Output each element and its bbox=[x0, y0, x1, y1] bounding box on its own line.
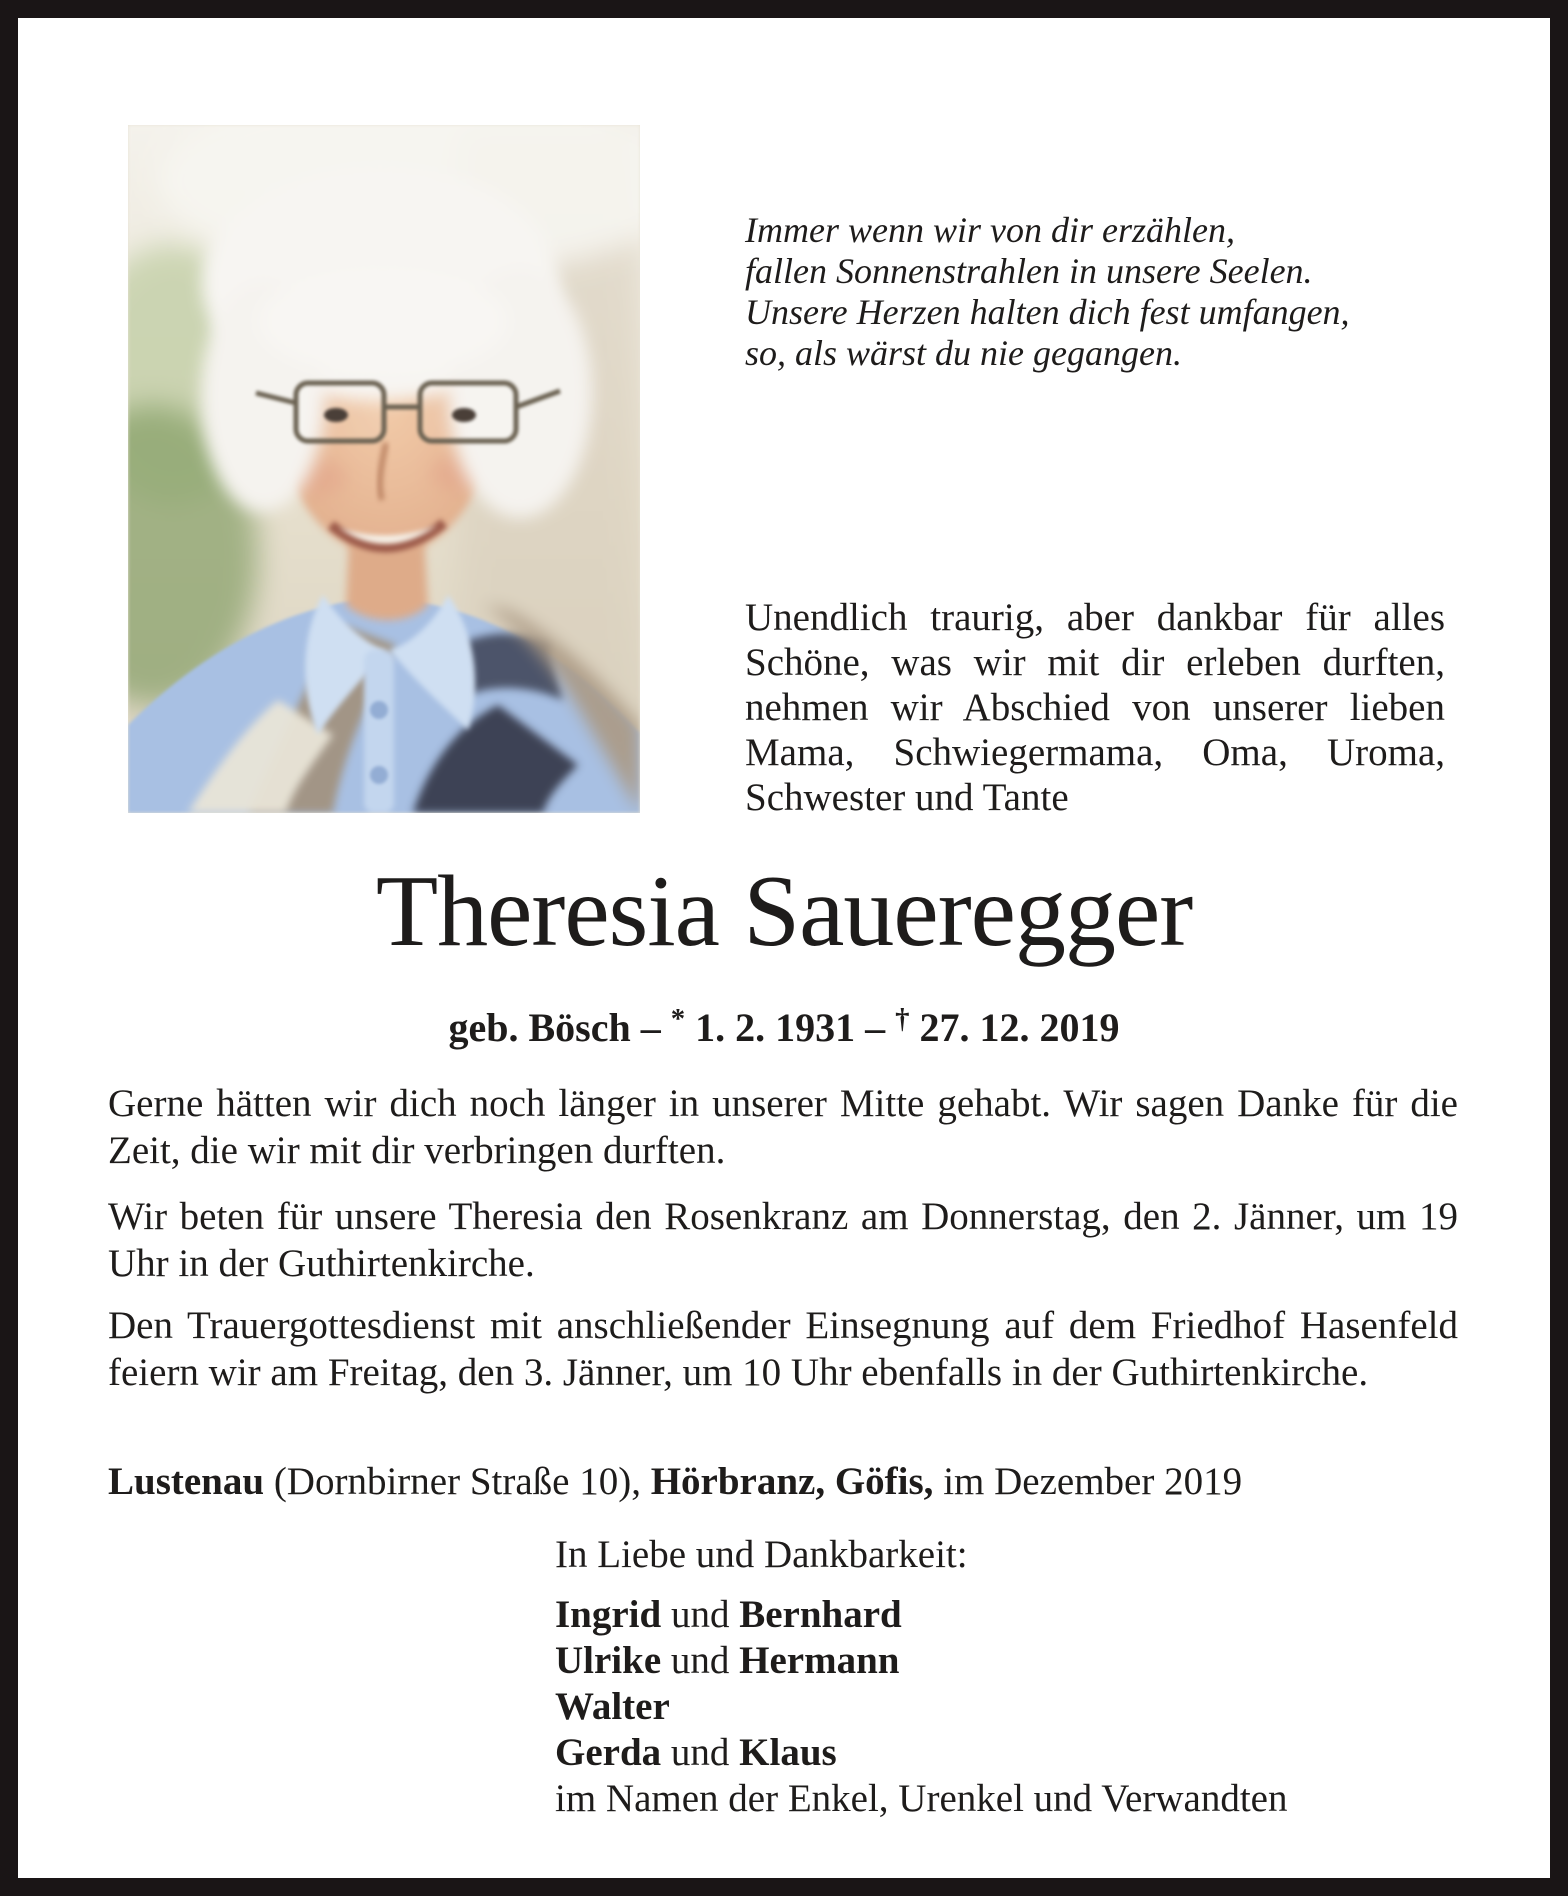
mourner-line: Walter bbox=[555, 1685, 670, 1728]
portrait-photo bbox=[128, 125, 640, 813]
closing-block bbox=[555, 1532, 1287, 1822]
mourner-line: Ulrike und Hermann bbox=[555, 1639, 900, 1682]
birth-death-line: geb. Bösch – * 1. 2. 1931 – † 27. 12. 2019 bbox=[448, 1003, 1120, 1050]
mourner-line: Gerda und Klaus bbox=[555, 1731, 837, 1774]
farewell-intro: Unendlich traurig, aber dankbar für alles Schöne, was wir mit dir erleben durften, nehmen wir Abschied von unserer lieben Mama, Schwiegermama, Oma, Uroma, Schwester und Tante bbox=[745, 596, 1445, 819]
poem-line: Unsere Herzen halten dich fest umfangen, bbox=[745, 292, 1350, 332]
portrait-photo-illustration bbox=[128, 125, 640, 813]
memorial-poem bbox=[745, 210, 1350, 374]
rosary-announcement: Wir beten für unsere Theresia den Rosenkranz am Donnerstag, den 2. Jänner, um 19 Uhr in der Guthirtenkirche. bbox=[108, 1195, 1458, 1285]
thanks-paragraph: Gerne hätten wir dich noch länger in unserer Mitte gehabt. Wir sagen Danke für die Zeit, die wir mit dir verbringen durften. bbox=[108, 1082, 1458, 1172]
closing-final-line: im Namen der Enkel, Urenkel und Verwandten bbox=[555, 1777, 1288, 1820]
mourner-line: Ingrid und Bernhard bbox=[555, 1593, 902, 1636]
location-date-line: Lustenau (Dornbirner Straße 10), Hörbranz, Göfis, im Dezember 2019 bbox=[108, 1460, 1243, 1503]
poem-line: Immer wenn wir von dir erzählen, bbox=[745, 210, 1235, 250]
poem-line: so, als wärst du nie gegangen. bbox=[745, 333, 1182, 373]
poem-line: fallen Sonnenstrahlen in unsere Seelen. bbox=[745, 251, 1313, 291]
deceased-name: Theresia Saueregger bbox=[375, 855, 1193, 968]
funeral-announcement: Den Trauergottesdienst mit anschließender Einsegnung auf dem Friedhof Hasenfeld feiern wir am Freitag, den 3. Jänner, um 10 Uhr ebenfalls in der Guthirtenkirche. bbox=[108, 1304, 1458, 1394]
closing-salutation: In Liebe und Dankbarkeit: bbox=[555, 1533, 968, 1576]
